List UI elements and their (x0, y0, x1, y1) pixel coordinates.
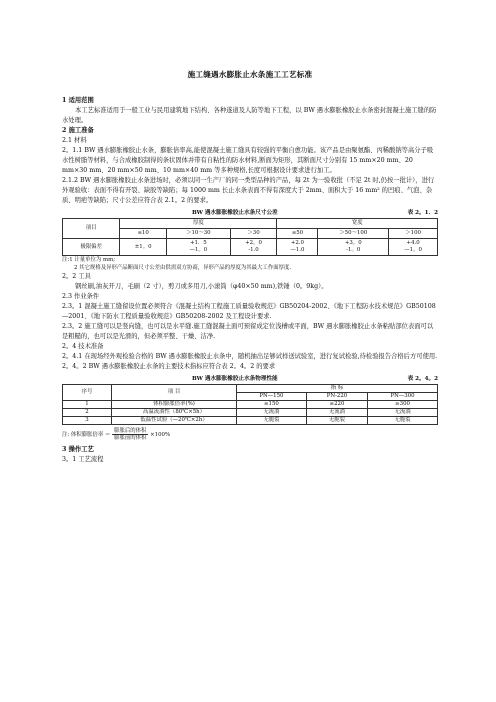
table-2-caption: BW 遇水膨胀橡胶止水条物理性能 (191, 376, 278, 382)
table-1-col: ＞10～30 (167, 229, 231, 239)
table-cell: 无流淌 (306, 409, 367, 417)
section-2-1-2-text: 2.1.2 BW 遇水膨胀橡胶止水条进场时，必须以同一生产厂的同一类型品种的产品，每 2t 为一验收批（不足 2t 时,仍按一批计），进行外观验收：表面不得有开裂、缺胶等缺陷；每 1000 mm 长止水条表面不得有深度大于 2mm、面积大于 16 mm² 的凹痕、气泡、杂质、明疤等缺陷；尺寸公差应符合表 2.1。2 的要求。 (62, 177, 435, 204)
table-1-note-1: 注:1 计量单位为 mm; (62, 257, 116, 263)
table-2-number: 表 2。4。2 (407, 376, 438, 382)
table-1-cell: +1．5 —1。0 (167, 239, 231, 256)
table-cell: 高温流淌性（80℃×5h） (112, 409, 237, 417)
table-cell: 1 (63, 401, 112, 409)
table-1-col: ＞50～100 (318, 229, 389, 239)
section-3-1-heading: 3。1 工艺流程 (62, 456, 104, 463)
tolerance-table (62, 218, 438, 256)
section-2-4-heading: 2。4 技术准备 (62, 343, 104, 350)
table-row (63, 401, 438, 409)
table-cell: ≥150 (237, 401, 307, 409)
section-2-2-body: 钢丝刷,油灰开刀，毛刷（2 寸），剪刀或多用刀,小滚筒（φ40×50 mm),铁锤（0。9kg）。 (75, 283, 328, 290)
table-cell: ≥300 (368, 401, 438, 409)
formula-numerator: 膨胀后的体积 (114, 428, 147, 434)
table-cell: 2 (63, 409, 112, 417)
table-cell: 无脆裂 (306, 417, 367, 425)
table-1-cell: +2。0 -1.0 (230, 239, 277, 256)
table-row (63, 417, 438, 425)
table-1-caption: BW 遇水膨胀橡胶止水条尺寸公差 (191, 210, 278, 216)
table-row (63, 409, 438, 417)
table-1-group-thickness: 厚度 (120, 219, 277, 229)
table-cell: 低温性试验（—20℃×2h） (112, 417, 237, 425)
document-title: 施工缝遇水膨胀止水条施工工艺标准 (187, 70, 313, 79)
table-cell: 无脆裂 (368, 417, 438, 425)
section-2-heading: 2 施工准备 (62, 127, 94, 134)
table-1-row-header: 项目 (63, 219, 120, 239)
table-cell: 3 (63, 417, 112, 425)
table-1-number: 表 2。1．2 (407, 210, 438, 216)
table-2-header-index: 指 标 (237, 385, 438, 393)
section-3-heading: 3 操作工艺 (62, 446, 94, 453)
table-1-cell: +4.0 —1。0 (389, 239, 438, 256)
table-cell: ≥220 (306, 401, 367, 409)
table-1-cell: +2.0 —1.0 (277, 239, 318, 256)
formula-suffix: ×100% (150, 432, 171, 438)
table-2-header-seq: 序号 (63, 385, 112, 401)
table-2-col: PN—300 (368, 393, 438, 401)
section-1-heading: 1 适用范围 (62, 97, 94, 104)
section-2-2-heading: 2。2 工具 (62, 273, 91, 280)
formula-fraction (112, 428, 148, 441)
table-1-col: ≤10 (120, 229, 167, 239)
section-1-body: 本工艺标准适用于一般工业与民用建筑地下结构、各种遂道及人防等地下工程，以 BW 遇水膨胀橡胶止水条密封混凝土施工缝的防水处理。 (62, 107, 437, 124)
table-cell: 无流淌 (237, 409, 307, 417)
volume-expansion-formula (62, 428, 438, 441)
table-1-col: ＞30 (230, 229, 277, 239)
table-2-header-item: 项 目 (112, 385, 237, 401)
table-2-col: PN—150 (237, 393, 307, 401)
table-1-row-label: 极限偏差 (63, 239, 120, 256)
table-1-cell: +3。0 -1。0 (318, 239, 389, 256)
formula-prefix: 注: 体积膨胀倍率 ＝ (62, 432, 111, 438)
table-1-caption-row (62, 208, 438, 218)
section-2-3-1-text: 2.3。1 混凝土施工缝留设位置必须符合《混凝土结构工程施工质量验收规范》GB50204-2002、《地下工程防水技术规范》GB50108—2001、《地下防水工程质量验收规范》GB50208-2002 及工程设计要求. (62, 303, 436, 320)
document-page (62, 70, 438, 465)
section-2-1-heading: 2.1 材料 (62, 137, 87, 144)
section-2-3-heading: 2.3 作业条件 (62, 293, 100, 300)
table-2-caption-row (62, 374, 438, 384)
section-2-1-1-text: 2。1.1 BW 遇水膨胀橡胶止水条，膨胀倍率高,能使混凝土施工缝具有较强的平衡自愈功能。该产品是由聚氨酯、丙稀酸钠等高分子吸水性树脂等材料，与合成橡胶制得的条状固体并带有自粘性的防水材料,断面为矩形，其断面尺寸分别有 15 mm×20 mm、20 mm×30 mm、20 mm×50 mm、10 mm×40 mm 等多种规格,长度可根据设计要求进行加工。 (62, 147, 434, 174)
table-1-col: ≤50 (277, 229, 318, 239)
section-2-4-1-text: 2。4.1 在现场经外观检验合格的 BW 遇水膨胀橡胶止水条中，随机抽出足够试样送试验室，进行复试检验,待检验报告合格后方可使用. (62, 353, 438, 360)
table-1-note-2: 2 其它规格及异形产品断面尺寸公差由供需双方协商，异形产品的厚度为其最大工作面厚度. (74, 265, 292, 271)
table-cell: 无流淌 (368, 409, 438, 417)
table-cell: 无脆裂 (237, 417, 307, 425)
physical-properties-table (62, 384, 438, 425)
table-1-cell: ±1。0 (120, 239, 167, 256)
table-2-col: PN-220 (306, 393, 367, 401)
table-cell: 体积膨胀倍率(%) (112, 401, 237, 409)
table-1-group-width: 宽度 (277, 219, 438, 229)
formula-denominator: 膨胀前的体积 (114, 435, 147, 441)
section-2-4-2-text: 2。4。2 BW 遇水膨胀橡胶止水条的主要技术指标应符合表 2。4。2 的要求 (62, 363, 276, 370)
table-1-col: ＞100 (389, 229, 438, 239)
section-2-3-2-text: 2.3。2 施工缝可以是竖向缝，也可以是水平缝.施工缝混凝土面可预留成定位浅槽或平面，BW 遇水膨胀橡胶止水条粘贴部位表面可以是粗糙的，也可以是光滑的，但必须平整、干燥、洁净. (62, 323, 434, 340)
